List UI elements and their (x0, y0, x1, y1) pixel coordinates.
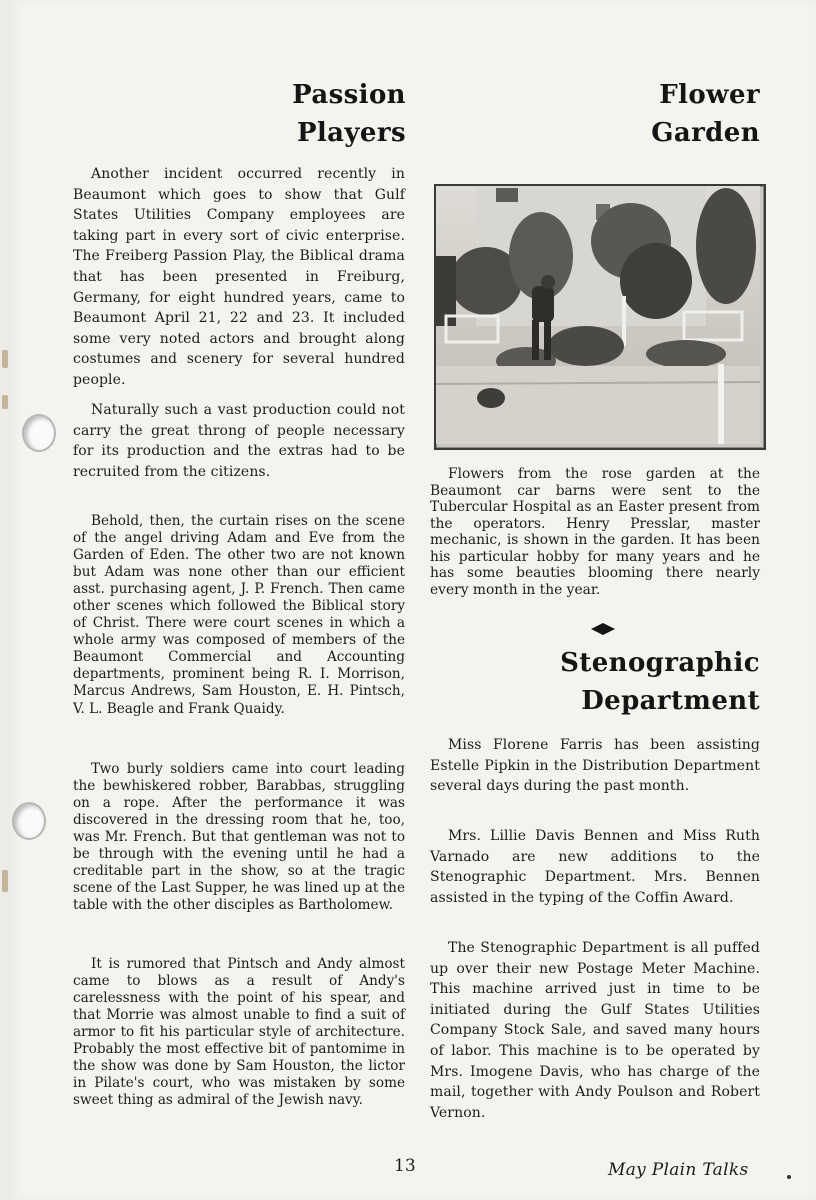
passion-players-heading (198, 76, 406, 152)
heading-line: Flower (659, 80, 760, 110)
heading-line: Stenographic (560, 648, 760, 678)
passion-paragraph-5: It is rumored that Pintsch and Andy almost came to blows as a result of Andy's carelessness with the point of his spear, and that Morrie was almost unable to find a suit of armor to fit his particular style of architecture. Probably the most effective bit of pantomime in the show was done by Sam Houston, the lictor in Pilate's court, who was mistaken by some sweet thing as admiral of the Jewish navy. (73, 956, 405, 1109)
flower-garden-heading (568, 76, 760, 152)
rust-mark (2, 870, 8, 892)
heading-line: Department (581, 686, 760, 716)
passion-paragraph-3: Behold, then, the curtain rises on the scene of the angel driving Adam and Eve from the Garden of Eden. The other two are not known but Adam was none other than our efficient asst. purchasing agent, J. P. French. Then came other scenes which followed the Biblical story of Christ. There were court scenes in which a whole army was composed of members of the Beaumont Commercial and Accounting departments, prominent being R. I. Morrison, Marcus Andrews, Sam Houston, E. H. Pintsch, V. L. Beagle and Frank Quaidy. (73, 513, 405, 717)
heading-line: Players (296, 118, 406, 148)
garden-photo (434, 184, 766, 450)
section-divider-diamond-icon (591, 620, 615, 639)
rust-mark (2, 395, 8, 409)
publication-title: May Plain Talks (608, 1160, 749, 1180)
binder-hole-bottom (12, 802, 46, 840)
stenographic-department-heading (478, 644, 760, 720)
photo-caption: Flowers from the rose garden at the Beaumont car barns were sent to the Tubercular Hospital as an Easter present from the operators. Henry Presslar, master mechanic, is shown in the garden. It has been his particular hobby for many years and he has some beauties blooming there nearly every month in the year. (430, 466, 760, 598)
magazine-page (8, 0, 816, 1200)
rust-mark (2, 350, 8, 368)
steno-paragraph-3: The Stenographic Department is all puffed up over their new Postage Meter Machine. This machine arrived just in time to be initiated during the Gulf States Utilities Company Stock Sale, and saved many hours of labor. This machine is to be operated by Mrs. Imogene Davis, who has charge of the mail, together with Andy Poulson and Robert Vernon. (430, 940, 760, 1121)
steno-paragraph-1: Miss Florene Farris has been assisting Estelle Pipkin in the Distribution Department several days during the past month. (430, 737, 760, 795)
passion-paragraph-2: Naturally such a vast production could not carry the great throng of people necessary for its production and the extras had to be recruited from the citizens. (73, 402, 405, 480)
binder-hole-top (22, 414, 56, 452)
heading-line: Passion (292, 80, 406, 110)
heading-line: Garden (651, 118, 760, 148)
passion-paragraph-1: Another incident occurred recently in Beaumont which goes to show that Gulf States Utilities Company employees are taking part in every sort of civic enterprise. The Freiberg Passion Play, the Biblical drama that has been presented in Freiburg, Germany, for eight hundred years, came to Beaumont April 21, 22 and 23. It included some very noted actors and brought along costumes and scenery for several hundred people. (73, 166, 405, 388)
garden-photo-illustration (436, 186, 760, 444)
steno-paragraph-2: Mrs. Lillie Davis Bennen and Miss Ruth Varnado are new additions to the Stenographic Department. Mrs. Bennen assisted in the typing of the Coffin Award. (430, 828, 760, 906)
footer-dot (787, 1175, 791, 1179)
passion-paragraph-4: Two burly soldiers came into court leading the bewhiskered robber, Barabbas, struggling on a rope. After the performance it was discovered in the dressing room that he, too, was Mr. French. But that gentleman was not to be through with the evening until he had a creditable part in the show, so at the tragic scene of the Last Supper, he was lined up at the table with the other disciples as Bartholomew. (73, 761, 405, 914)
page-number: 13 (394, 1156, 416, 1176)
